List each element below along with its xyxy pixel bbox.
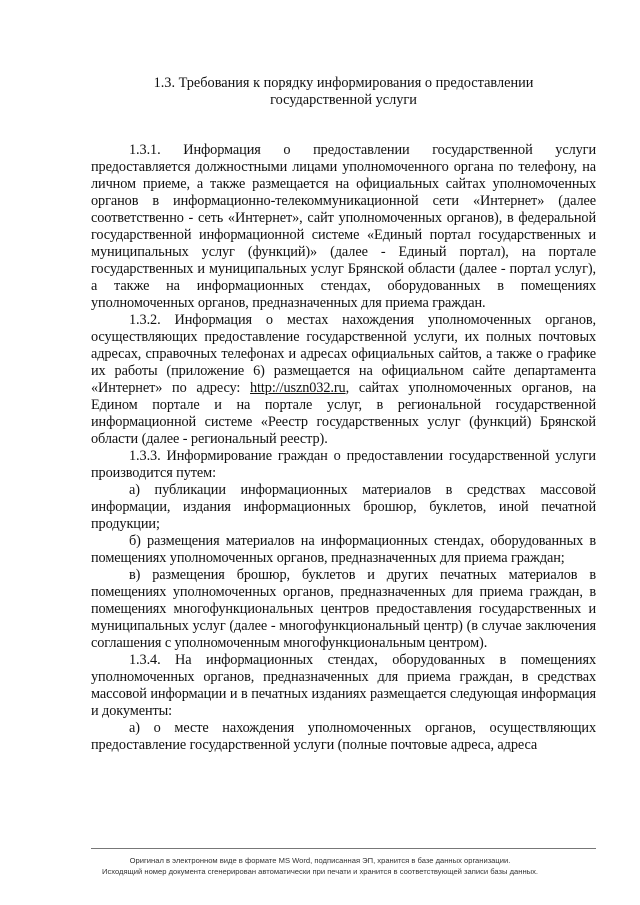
section-title	[91, 75, 596, 109]
paragraph-1-3-2	[91, 312, 596, 448]
list-item-a-2: а) о месте нахождения уполномоченных органов, осуществляющих предоставление государственной услуги (полные почтовые адреса, адреса	[91, 720, 596, 753]
website-link[interactable]: http://uszn032.ru	[250, 380, 346, 396]
footer-divider	[91, 848, 596, 849]
footer	[0, 855, 640, 877]
document-body	[91, 75, 596, 754]
paragraph-1-3-2-text-end: , сайтах уполномоченных органов, на Едином портале и на портале услуг, в региональной государственной информационной системе «Реестр государственных услуг (функций) Брянской области (далее - региональный реестр).	[91, 380, 596, 447]
paragraph-1-3-2-text-start: 1.3.2. Информация о местах нахождения уполномоченных органов, осуществляющих предоставление государственной услуги, их полных почтовых адресах, справочных телефонах и адресах официальных сайтов, а также о графике их работы (приложение 6) размещается на официальном сайте департамента «Интернет» по адресу:	[91, 312, 596, 396]
list-item-b: б) размещения материалов на информационных стендах, оборудованных в помещениях уполномоченных органов, предназначенных для приема граждан;	[91, 533, 596, 566]
section-title-line2: государственной услуги	[270, 92, 417, 108]
list-item-a: а) публикации информационных материалов в средствах массовой информации, издания информационных брошюр, буклетов, иной печатной продукции;	[91, 482, 596, 532]
list-item-v: в) размещения брошюр, буклетов и других печатных материалов в помещениях уполномоченных органов, предназначенных для приема граждан, в помещениях многофункциональных центров предоставления государственных и муниципальных услуг (далее - многофункциональный центр) (в случае заключения соглашения с уполномоченным многофункциональным центром).	[91, 567, 596, 651]
paragraph-1-3-1: 1.3.1. Информация о предоставлении государственной услуги предоставляется должностными лицами уполномоченного органа по телефону, на личном приеме, а также размещается на официальных сайтах уполномоченных органов в информационно-телекоммуникационной сети «Интернет» (далее соответственно - сеть «Интернет», сайт уполномоченных органов), в федеральной государственной информационной системе «Единый портал государственных и муниципальных услуг (функций)» (далее - Единый портал), на портале государственных и муниципальных услуг Брянской области (далее - портал услуг), а также на информационных стендах, оборудованных в помещениях уполномоченных органов, предназначенных для приема граждан.	[91, 142, 596, 311]
footer-line-2: Исходящий номер документа сгенерирован автоматически при печати и хранится в соответствующей записи базы данных.	[101, 867, 538, 876]
paragraph-1-3-3: 1.3.3. Информирование граждан о предоставлении государственной услуги производится путем:	[91, 448, 596, 481]
section-title-line1: 1.3. Требования к порядку информирования о предоставлении	[153, 75, 534, 91]
footer-line-1: Оригинал в электронном виде в формате MS Word, подписанная ЭП, хранится в базе данных организации.	[129, 856, 511, 865]
paragraph-1-3-4: 1.3.4. На информационных стендах, оборудованных в помещениях уполномоченных органов, предназначенных для приема граждан, в средствах массовой информации и в печатных изданиях размещается следующая информация и документы:	[91, 652, 596, 719]
